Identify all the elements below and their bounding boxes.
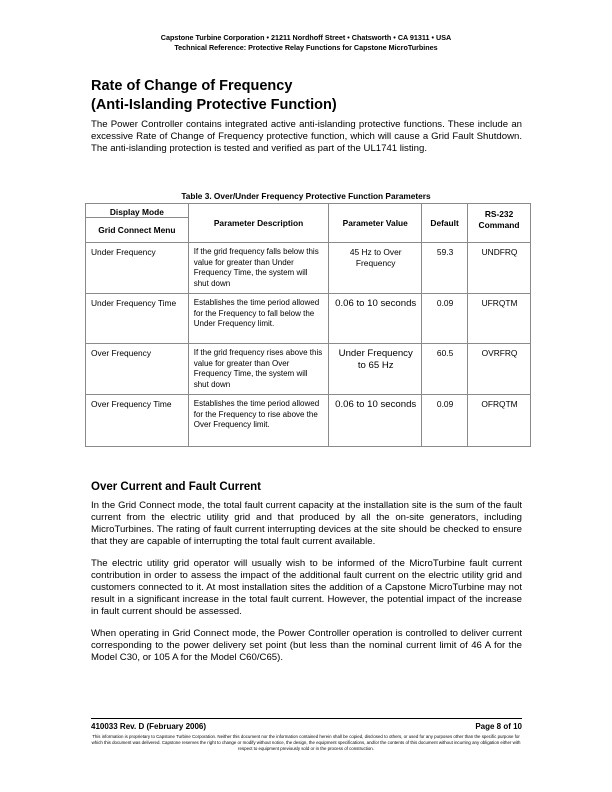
rocof-paragraph: The Power Controller contains integrated active anti-islanding protective functions. These include an excessive Rate of Change of Frequency protective function, which will cause a Grid Fault Shutdown. The anti-islanding protection is tested and verified as part of the UL1741 listing. xyxy=(91,119,522,155)
footer-divider xyxy=(91,718,522,719)
cell-value: 0.06 to 10 seconds xyxy=(329,395,422,447)
header-parameter-value: Parameter Value xyxy=(329,204,422,243)
cell-menu: Over Frequency xyxy=(86,344,189,395)
cell-default: 60.5 xyxy=(422,344,468,395)
cell-description: If the grid frequency falls below this value for greater than Under Frequency Time, the system will shut down xyxy=(188,243,329,294)
header-rs232-command xyxy=(468,204,531,243)
cell-description: Establishes the time period allowed for the Frequency to fall below the Under Frequency limit. xyxy=(188,294,329,344)
table-row xyxy=(86,344,531,395)
cell-command: OVRFRQ xyxy=(468,344,531,395)
footer-page-number: Page 8 of 10 xyxy=(475,722,522,731)
cell-value: Under Frequency to 65 Hz xyxy=(329,344,422,395)
cell-description: If the grid frequency rises above this value for greater than Over Frequency Time, the system will shut down xyxy=(188,344,329,395)
cell-default: 0.09 xyxy=(422,294,468,344)
cell-value: 0.06 to 10 seconds xyxy=(329,294,422,344)
cell-command: UFRQTM xyxy=(468,294,531,344)
footer-doc-id: 410033 Rev. D (February 2006) xyxy=(91,722,207,731)
header-parameter-description: Parameter Description xyxy=(188,204,329,243)
cell-command: UNDFRQ xyxy=(468,243,531,294)
cell-value: 45 Hz to Over Frequency xyxy=(329,243,422,294)
table-caption: Table 3. Over/Under Frequency Protective Function Parameters xyxy=(181,191,431,201)
cell-default: 0.09 xyxy=(422,395,468,447)
over-current-paragraph-1: In the Grid Connect mode, the total fault current capacity at the installation site is the sum of the fault current from the electric utility grid and that produced by all the on-site generators, including MicroTurbines. The rating of fault current interrupting devices at the site should be checked to ensure that they are capable of interrupting the total fault current available. xyxy=(91,500,522,548)
header-rs232-line1: RS-232 xyxy=(484,209,514,219)
header-display-mode: Display Mode xyxy=(86,204,189,218)
over-current-paragraph-3: When operating in Grid Connect mode, the Power Controller operation is controlled to deliver current corresponding to the power delivery set point (but less than the nominal current limit of 46 A for the Model C30, or 105 A for the Model C60/C65). xyxy=(91,628,522,664)
cell-default: 59.3 xyxy=(422,243,468,294)
table-row xyxy=(86,243,531,294)
header-rs232-line2: Command xyxy=(478,220,520,230)
cell-menu: Over Frequency Time xyxy=(86,395,189,447)
footer-disclaimer: This information is proprietary to Capstone Turbine Corporation. Neither this document nor the information contained herein shall be copied, disclosed to others, or used for any purposes other than the specific purpose for which this document was delivered. Capstone reserves the right to change or modify without notice, the design, the equipment specifications, and/or the contents of this document without incurring any obligation either with respect to equipment previously sold or in the process of construction. xyxy=(91,734,521,752)
header-default: Default xyxy=(422,204,468,243)
section-title-line1: Rate of Change of Frequency xyxy=(91,78,293,94)
table-row xyxy=(86,294,531,344)
over-current-paragraph-2: The electric utility grid operator will usually wish to be informed of the MicroTurbine fault current contribution in order to assess the impact of the additional fault current on the electric utility grid and customers connected to it. At most installation sites the addition of a Capstone MicroTurbine may not result in a significant increase in the total fault current. However, the potential impact of the increase in fault current should be assessed. xyxy=(91,558,522,618)
frequency-parameters-table xyxy=(85,203,531,447)
cell-command: OFRQTM xyxy=(468,395,531,447)
cell-description: Establishes the time period allowed for the Frequency to rise above the Over Frequency limit. xyxy=(188,395,329,447)
cell-menu: Under Frequency xyxy=(86,243,189,294)
page-header xyxy=(0,33,612,53)
table-row xyxy=(86,395,531,447)
section-title-line2: (Anti-Islanding Protective Function) xyxy=(91,97,337,113)
header-doc-title: Technical Reference: Protective Relay Functions for Capstone MicroTurbines xyxy=(174,43,438,52)
header-address: Capstone Turbine Corporation • 21211 Nordhoff Street • Chatsworth • CA 91311 • USA xyxy=(160,33,452,42)
section-title-over-current: Over Current and Fault Current xyxy=(91,481,261,493)
header-grid-connect-menu: Grid Connect Menu xyxy=(86,218,189,243)
cell-menu: Under Frequency Time xyxy=(86,294,189,344)
